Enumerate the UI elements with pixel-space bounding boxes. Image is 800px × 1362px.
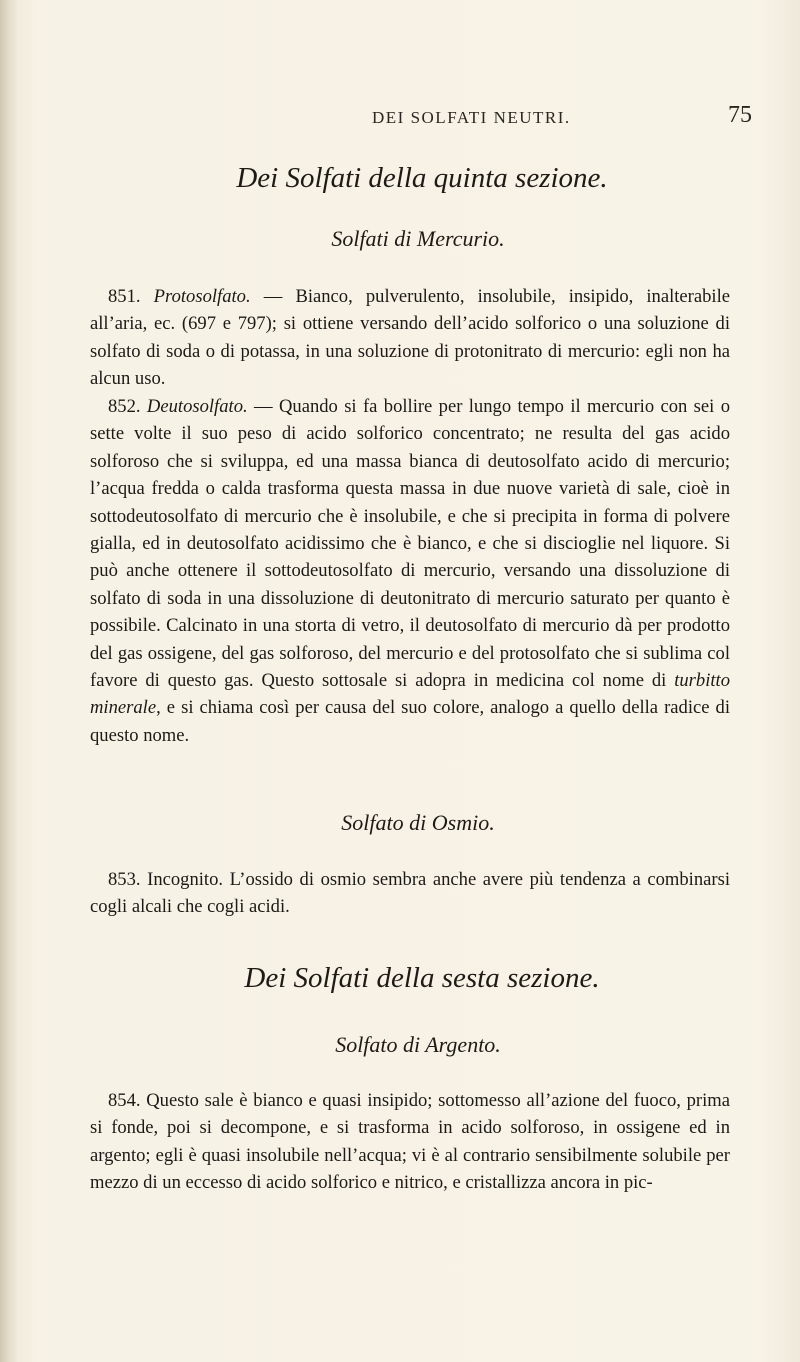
paragraph-number: 852. [108,396,141,417]
running-title: DEI SOLFATI NEUTRI. [372,108,571,127]
paragraph-lead: Protosolfato. [153,286,251,307]
paragraph-number: 854. [108,1090,141,1111]
paragraph-text-end: , e si chiama così per causa del suo colore, analogo a quello della radice di questo nome. [90,697,730,746]
subsection-title-argento: Solfato di Argento. [335,1032,501,1057]
section-title-sesta: Dei Solfati della sesta sezione. [244,962,600,994]
paragraph-text: Incognito. L’ossido di osmio sembra anche avere più tendenza a combinarsi cogli alcali che cogli acidi. [90,869,730,918]
page-gutter-shadow [0,0,18,1362]
paragraph-emphasis: turbitto minerale [90,670,730,719]
page-number: 75 [728,102,752,128]
section-title-quinta: Dei Solfati della quinta sezione. [236,162,608,194]
paragraph-851 [90,283,730,393]
paragraph-text: — Quando si fa bollire per lungo tempo il mercurio con sei o sette volte il suo peso di acido solforico concentrato; ne resulta del gas acido solforoso che si sviluppa, ed una massa bianca di deutosolfato acido di mercurio; l’acqua fredda o calda trasforma questa massa in due nuove varietà di sale, cioè in sottodeutosolfato di mercurio che è insolubile, e che si precipita in forma di polvere gialla, ed in deutosolfato acidissimo che è bianco, e che si discioglie nel liquore. Si può anche ottenere il sottodeutosolfato di mercurio, versando una dissoluzione di solfato di soda in una dissoluzione di deutonitrato di mercurio saturato per quanto è possibile. Calcinato in una storta di vetro, il deutosolfato di mercurio dà per prodotto del gas ossigene, del gas solforoso, del mercurio e del protosolfato che si sublima col favore di questo gas. Questo sottosale si adopra in medicina col nome di [90,396,730,692]
paragraph-number: 851. [108,286,141,307]
paragraph-lead: Deutosolfato. [146,396,248,417]
paragraph-852 [90,393,730,749]
paragraph-number: 853. [108,869,141,890]
subsection-title-mercurio: Solfati di Mercurio. [331,226,505,251]
paragraph-853 [90,866,730,921]
paragraph-854 [90,1087,730,1197]
paragraph-text: Questo sale è bianco e quasi insipido; sottomesso all’azione del fuoco, prima si fonde, poi si decompone, e si trasforma in acido solforoso, in ossigene ed in argento; egli è quasi insolubile nell’acqua; vi è al contrario sensibilmente solubile per mezzo di un eccesso di acido solforico e nitrico, e cristallizza ancora in pic- [90,1090,730,1194]
paragraph-text: — Bianco, pulverulento, insolubile, insipido, inalterabile all’aria, ec. (697 e 797); si ottiene versando dell’acido solforico o una soluzione di solfato di soda o di potassa, in una soluzione di protonitrato di mercurio: egli non ha alcun uso. [90,286,731,390]
subsection-title-osmio: Solfato di Osmio. [341,810,495,835]
